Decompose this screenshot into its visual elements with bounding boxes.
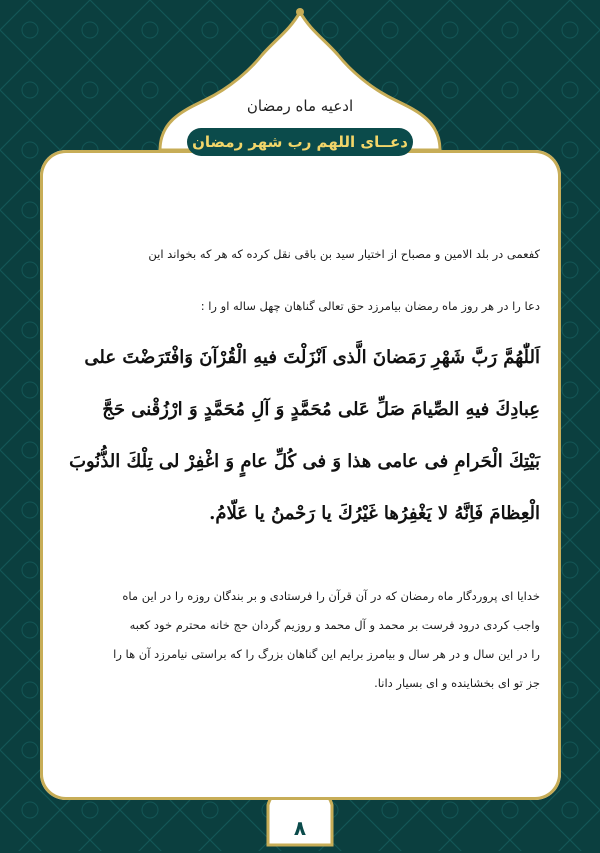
dua-line: عِبادِكَ فیهِ الصِّیامَ صَلِّ عَلی مُحَمَّدٍ وَ آلِ مُحَمَّدٍ وَ ارْزُقْنی حَجَّ: [102, 399, 540, 420]
translation-line: خدایا ای پروردگار ماه رمضان که در آن قرآن را فرستادی و بر بندگان روزه را در این ماه: [122, 589, 540, 603]
dua-line: اَللّٰهُمَّ رَبَّ شَهْرِ رَمَضانَ الَّذی اَنْزَلْتَ فیهِ الْقُرْآنَ وَافْتَرَضْتَ علی: [84, 347, 540, 368]
page-title: دعــای اللهم رب شهر رمضان: [187, 128, 413, 156]
translation-line: را در این سال و در هر سال و بیامرز برایم این گناهان بزرگ را که براستی نیامرزد آن ها را: [113, 647, 540, 661]
translation-line: واجب کردی درود فرست بر محمد و آل محمد و روزیم گردان حج خانه محترم خود کعبه: [129, 618, 540, 632]
translation-line: جز تو ای بخشاینده و ای بسیار دانا.: [374, 676, 540, 690]
intro-paragraph: [60, 228, 540, 332]
section-subtitle: ادعیه ماه رمضان: [246, 97, 354, 115]
dua-line: بَیْتِكَ الْحَرامِ فی عامی هذا وَ فی كُلِّ عامٍ وَ اغْفِرْ لی تِلْكَ الذُّنُوبَ: [69, 451, 540, 472]
intro-line: کفعمی در بلد الامین و مصباح از اختیار سید بن باقی نقل کرده که هر که بخواند این: [148, 247, 540, 261]
translation-paragraph: [60, 582, 540, 698]
dua-line: الْعِظامَ فَاِنَّهُ لا یَغْفِرُها غَیْرُكَ یا رَحْمنُ یا عَلّامُ.: [209, 503, 540, 524]
page-number: ۸: [293, 816, 307, 840]
intro-line: دعا را در هر روز ماه رمضان بیامرزد حق تعالی گناهان چهل ساله او را :: [200, 299, 540, 313]
dua-text: [60, 332, 540, 540]
